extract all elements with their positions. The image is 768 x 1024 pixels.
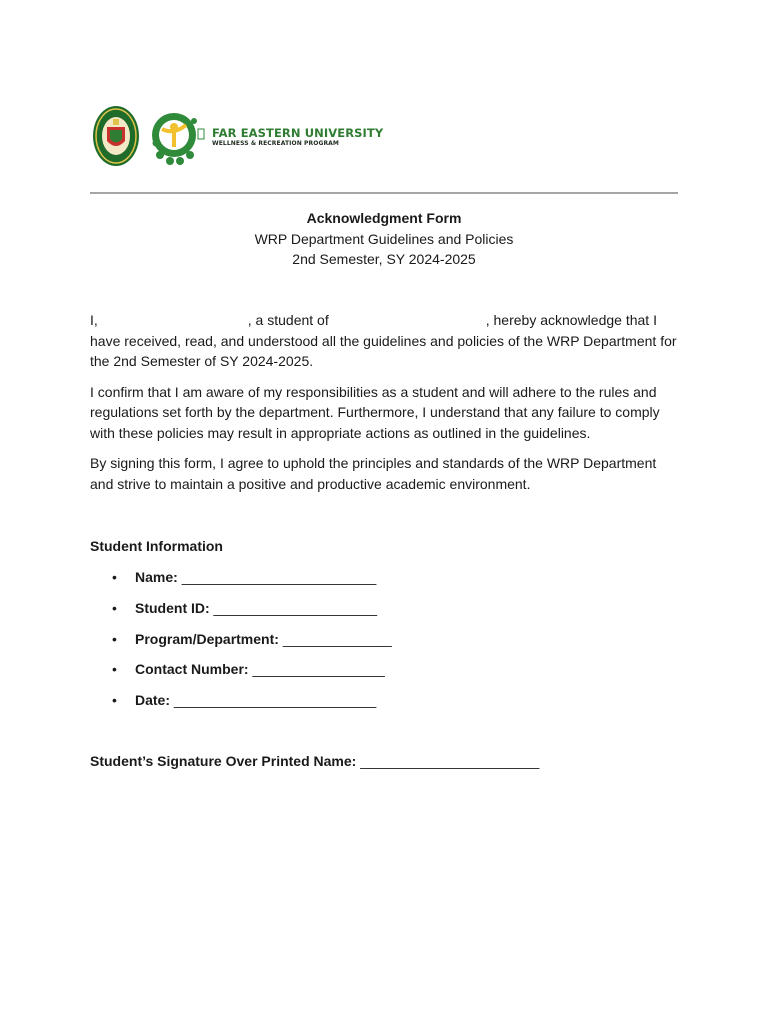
- bullet: •: [112, 599, 117, 616]
- agreement-paragraph: By signing this form, I agree to uphold the principles and standards of the WRP Department and strive to maintain a positive and productive academic environment.: [90, 455, 657, 492]
- student-information-list: [90, 567, 392, 721]
- field-label: Student ID:: [135, 599, 210, 616]
- field-label: Name:: [135, 569, 178, 585]
- list-item-name: [90, 567, 392, 598]
- header-divider: [90, 192, 678, 194]
- form-body: [90, 310, 678, 504]
- date-line[interactable]: __________________________: [173, 692, 377, 709]
- field-label: Contact Number:: [135, 661, 249, 678]
- form-heading: [90, 208, 678, 270]
- signature-line[interactable]: _______________________: [360, 753, 540, 769]
- signature-row: [90, 751, 539, 771]
- paragraph-text-start: I,: [90, 312, 98, 328]
- student-id-line[interactable]: _____________________: [213, 599, 378, 616]
- list-item-contact: [90, 659, 392, 690]
- brand-text: [212, 127, 383, 148]
- program-name: WELLNESS & RECREATION PROGRAM: [212, 139, 339, 147]
- program-line[interactable]: ______________: [282, 630, 392, 647]
- contact-number-line[interactable]: _________________: [252, 661, 385, 678]
- field-label: Program/Department:: [135, 630, 279, 647]
- bullet: •: [112, 661, 117, 678]
- paragraph-text-middle: , a student of: [247, 312, 329, 328]
- form-subtitle: WRP Department Guidelines and Policies: [254, 230, 514, 247]
- student-information-heading: Student Information: [90, 538, 223, 554]
- university-seal-logo: [92, 105, 140, 167]
- bullet: •: [112, 630, 117, 647]
- acknowledgment-paragraph: [90, 310, 678, 372]
- letterhead: [92, 104, 383, 168]
- list-item-program: [90, 629, 392, 660]
- form-semester: 2nd Semester, SY 2024-2025: [292, 251, 476, 267]
- bullet: •: [112, 692, 117, 709]
- list-item-student-id: [90, 598, 392, 629]
- paragraph-text-end: , hereby acknowledge that I have received, read, and understood all the guidelines and policies of the WRP Department for the 2nd Semester of SY 2024-2025.: [90, 312, 677, 369]
- bullet: •: [112, 569, 117, 585]
- field-label: Date:: [135, 692, 171, 709]
- list-item-date: [90, 690, 392, 721]
- responsibility-paragraph: I confirm that I am aware of my responsibilities as a student and will adhere to the rules and regulations set forth by the department. Furthermore, I understand that any failure to comply with these policies may result in appropriate actions as outlined in the guidelines.: [90, 383, 660, 441]
- form-title: Acknowledgment Form: [306, 210, 462, 226]
- university-name: FAR EASTERN UNIVERSITY: [212, 125, 384, 140]
- wrp-emblem-logo: [150, 105, 206, 167]
- signature-label: Student’s Signature Over Printed Name:: [90, 753, 357, 769]
- name-line[interactable]: _________________________: [181, 569, 377, 585]
